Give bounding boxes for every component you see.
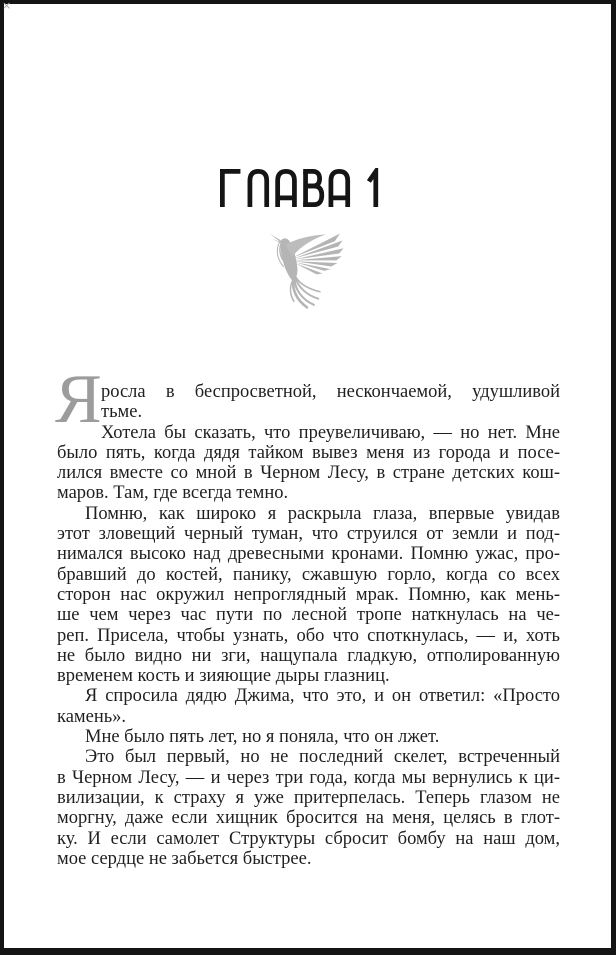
hummingbird-icon (256, 230, 344, 310)
text-line: Это был первый, но не последний скелет, встреченный (85, 747, 560, 768)
text-line: мое сердце не забьется быстрее. (57, 848, 312, 869)
text-line: временем кость и зияющие дыры глазниц. (57, 666, 390, 687)
body-text (57, 382, 560, 869)
text-line: нимался высоко над древесными кронами. Помню ужас, про- (57, 544, 560, 565)
drop-cap: Я (55, 361, 102, 438)
chapter-title (220, 168, 382, 210)
text-line: реп. Присела, чтобы узнать, обо что споткнулась, — и, хоть (57, 625, 560, 646)
text-line: сторон нас окружил непроглядный мрак. Помню, как мень- (57, 584, 560, 605)
text-line: вилизации, к страху я уже притерпелась. Теперь глазом не (57, 787, 560, 808)
text-line: Хотела бы сказать, что преувеличиваю, — но нет. Мне (101, 422, 560, 443)
text-line: Мне было пять лет, но я поняла, что он лжет. (85, 727, 440, 748)
text-line: камень». (57, 706, 127, 727)
text-line: росла в беспросветной, нескончаемой, удушливой (101, 382, 560, 402)
text-line: ше чем через час пути по лесной тропе наткнулась на че- (57, 605, 560, 626)
text-line: в Черном Лесу, — и через три года, когда мы вернулись к ци- (57, 767, 560, 788)
text-line: было пять, когда дядя тайком вывез меня из города и посе- (57, 442, 560, 463)
text-line: бравший до костей, панику, сжавшую горло, когда со всех (57, 564, 560, 585)
text-line: ку. И если самолет Структуры сбросит бомбу на наш дом, (57, 828, 560, 849)
text-line: маров. Там, где всегда темно. (57, 483, 289, 504)
chapter-title-lettering (220, 168, 382, 208)
text-line: Помню, как широко я раскрыла глаза, впервые увидав (85, 503, 560, 524)
text-line: Я спросила дядю Джима, что это, и он ответил: «Просто (85, 686, 560, 707)
text-line: этот зловещий черный туман, что струился от земли и под- (57, 524, 560, 545)
text-line: лился вместе со мной в Черном Лесу, в стране детских кош- (57, 463, 560, 484)
bird-ornament (256, 230, 344, 310)
close-icon[interactable]: × (2, 0, 12, 12)
text-line: моргну, даже если хищник бросится на меня, целясь в глот- (57, 808, 560, 829)
book-page (4, 4, 611, 948)
text-line: тьме. (101, 402, 143, 423)
text-line: не было видно ни зги, нащупала гладкую, отполированную (57, 645, 560, 666)
